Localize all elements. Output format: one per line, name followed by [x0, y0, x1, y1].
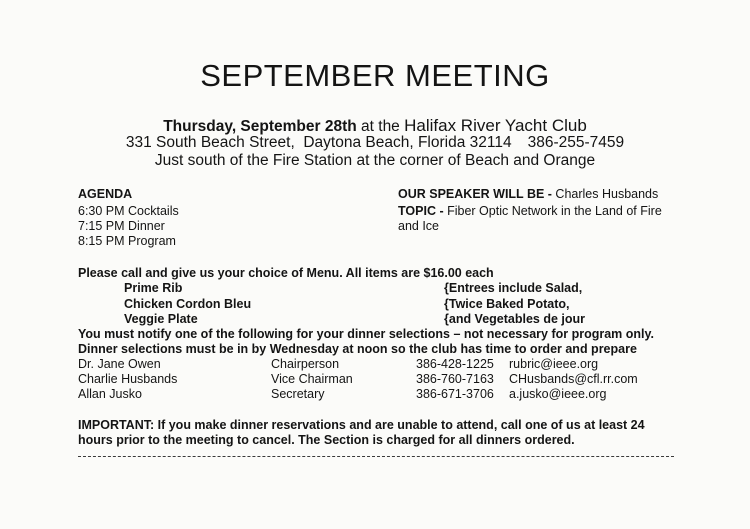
menu-note: {and Vegetables de jour: [444, 312, 586, 326]
agenda-heading: AGENDA: [78, 187, 133, 201]
speaker-line: [398, 187, 658, 201]
contact-phone: 386-760-7163: [416, 372, 494, 386]
topic-line: [398, 204, 662, 218]
contact-role: Vice Chairman: [271, 372, 353, 386]
topic-label: TOPIC -: [398, 204, 448, 218]
contact-email[interactable]: a.jusko@ieee.org: [509, 387, 607, 401]
event-address: 331 South Beach Street, Daytona Beach, Florida 32114: [125, 134, 512, 151]
event-at: at the: [356, 118, 405, 135]
address-line: [0, 134, 750, 152]
topic-text-continued: and Ice: [398, 219, 440, 233]
agenda-item: 6:30 PM Cocktails: [78, 204, 179, 218]
contact-name: Charlie Husbands: [78, 372, 178, 386]
topic-text: Fiber Optic Network in the Land of Fire: [447, 204, 662, 218]
event-phone: 386-255-7459: [527, 134, 625, 151]
contact-email[interactable]: rubric@ieee.org: [509, 357, 599, 371]
agenda-item: 7:15 PM Dinner: [78, 219, 165, 233]
contact-phone: 386-671-3706: [416, 387, 494, 401]
deadline-text: Dinner selections must be in by Wednesday at noon so the club has time to order and prepare: [78, 342, 637, 356]
menu-item: Chicken Cordon Bleu: [124, 297, 252, 311]
contact-name: Allan Jusko: [78, 387, 142, 401]
page-title: SEPTEMBER MEETING: [200, 58, 550, 93]
menu-item: Veggie Plate: [124, 312, 198, 326]
agenda-item: 8:15 PM Program: [78, 234, 176, 248]
important-notice: IMPORTANT: If you make dinner reservations and are unable to attend, call one of us at least 24: [78, 418, 645, 432]
important-notice-continued: hours prior to the meeting to cancel. The Section is charged for all dinners ordered.: [78, 433, 575, 447]
speaker-name: Charles Husbands: [555, 187, 659, 201]
cut-line-divider: [78, 456, 674, 457]
menu-intro: Please call and give us your choice of Menu. All items are $16.00 each: [78, 266, 494, 280]
contact-name: Dr. Jane Owen: [78, 357, 161, 371]
event-venue: Halifax River Yacht Club: [404, 116, 587, 135]
menu-note: {Entrees include Salad,: [444, 281, 583, 295]
contact-phone: 386-428-1225: [416, 357, 494, 371]
event-date: Thursday, September 28th: [163, 118, 357, 135]
contact-email[interactable]: CHusbands@cfl.rr.com: [509, 372, 638, 386]
notify-text: You must notify one of the following for your dinner selections – not necessary for program only.: [78, 327, 654, 341]
contact-role: Chairperson: [271, 357, 340, 371]
menu-item: Prime Rib: [124, 281, 183, 295]
event-directions: Just south of the Fire Station at the corner of Beach and Orange: [154, 152, 596, 169]
event-line: [0, 116, 750, 136]
menu-note: {Twice Baked Potato,: [444, 297, 570, 311]
contact-role: Secretary: [271, 387, 325, 401]
speaker-label: OUR SPEAKER WILL BE -: [398, 187, 556, 201]
